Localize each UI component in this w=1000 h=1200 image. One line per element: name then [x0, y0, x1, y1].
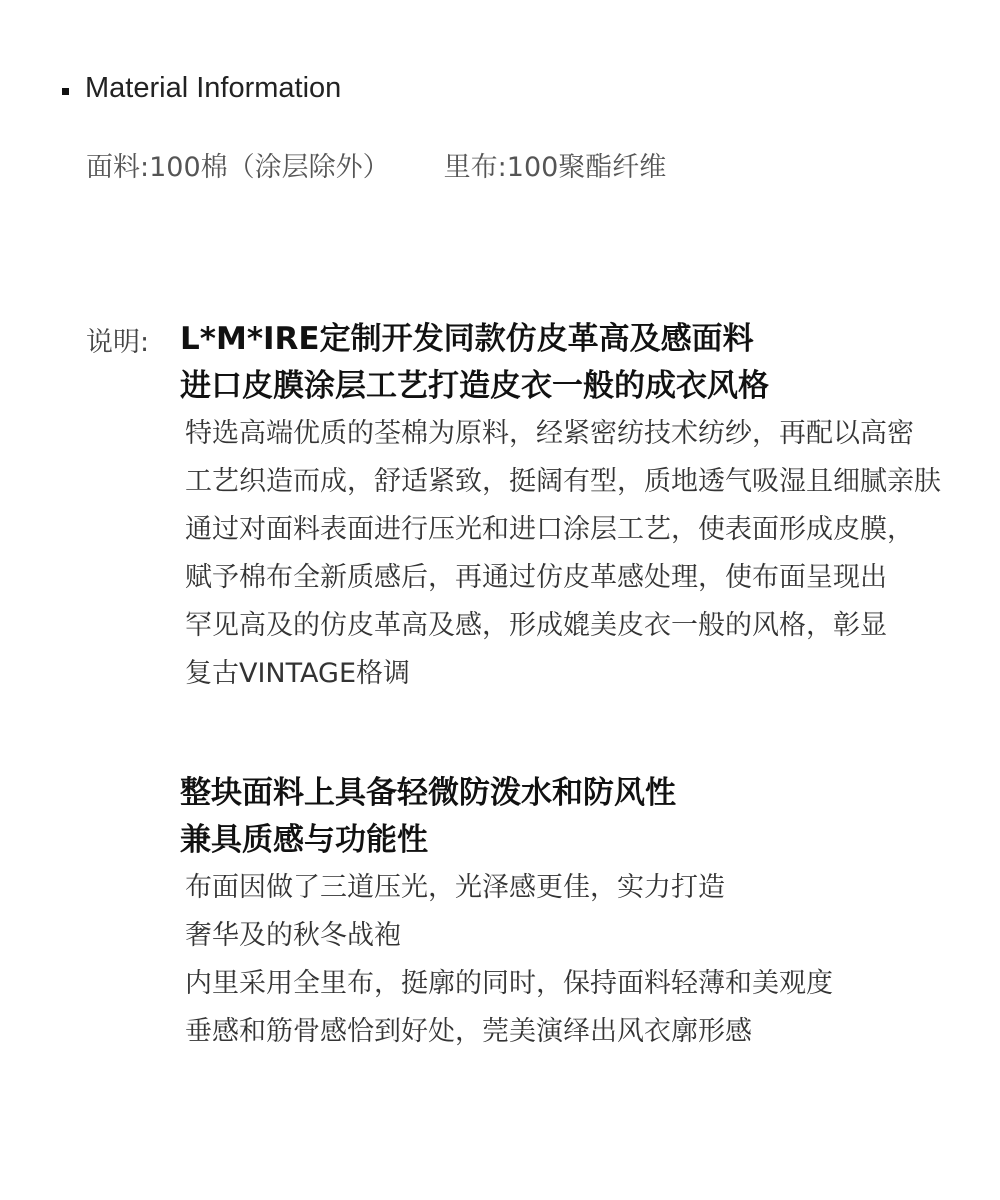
block-heading: 整块面料上具备轻微防泼水和防风性 — [180, 775, 676, 811]
description-block — [180, 316, 990, 698]
description-label: 说明: — [86, 327, 150, 358]
body-line: 赋予棉布全新质感后，再通过仿皮革感处理，使布面呈现出 — [185, 562, 887, 593]
material-info-row — [86, 144, 666, 184]
fabric-label: 面料: — [86, 151, 150, 183]
description-block — [180, 770, 990, 1056]
section-title: Material Information — [85, 71, 342, 104]
body-line: 工艺织造而成，舒适紧致，挺阔有型，质地透气吸湿且细腻亲肤 — [185, 466, 941, 497]
body-line: 布面因做了三道压光，光泽感更佳，实力打造 — [185, 872, 725, 903]
section-header — [62, 70, 341, 106]
fabric-info — [86, 145, 390, 184]
body-line: 通过对面料表面进行压光和进口涂层工艺，使表面形成皮膜， — [185, 514, 914, 545]
block-heading: 兼具质感与功能性 — [180, 822, 428, 858]
block-heading: L*M*IRE定制开发同款仿皮革高及感面料 — [180, 321, 754, 357]
fabric-value: 100棉（涂层除外） — [149, 151, 390, 183]
body-line: 复古VINTAGE格调 — [185, 658, 411, 689]
body-line: 特选高端优质的荃棉为原料，经紧密纺技术纺纱，再配以高密 — [185, 418, 914, 449]
lining-label: 里布: — [443, 151, 507, 183]
lining-value: 100聚酯纤维 — [506, 151, 667, 183]
bullet-icon — [62, 88, 69, 95]
body-line: 垂感和筋骨感恰到好处，莞美演绎出风衣廓形感 — [185, 1016, 752, 1047]
body-line: 奢华及的秋冬战袍 — [185, 920, 401, 951]
body-line: 内里采用全里布，挺廓的同时，保持面料轻薄和美观度 — [185, 968, 833, 999]
lining-info — [444, 145, 667, 184]
body-line: 罕见高及的仿皮革高及感，形成媲美皮衣一般的风格，彰显 — [185, 610, 887, 641]
block-heading: 进口皮膜涂层工艺打造皮衣一般的成衣风格 — [180, 368, 769, 404]
